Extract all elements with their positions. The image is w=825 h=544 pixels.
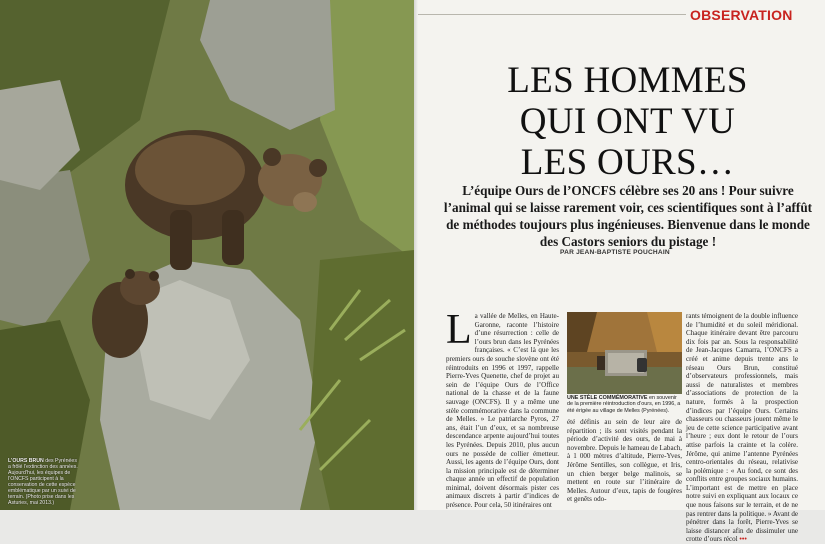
commemorative-stele	[567, 312, 682, 394]
body-column-1	[446, 307, 559, 510]
drop-cap: L	[446, 307, 472, 353]
stele-photo	[567, 312, 682, 394]
stele-caption-text: en souvenir de la première réintroduction d’ours, en 1996, a été érigée au village de Melles (Pyrénées).	[567, 395, 681, 414]
headline-line: LES HOMMES	[507, 60, 748, 101]
rubric-rule	[418, 14, 686, 15]
article-lede: L’équipe Ours de l’ONCFS célèbre ses 20 ans ! Pour suivre l’animal qui se laisse rarement voir, ces scientifiques sont à l’affût de méthodes toujours plus ingénieuses. Bienvenue dans le monde des Castors seniors du pistage !	[443, 183, 813, 249]
photo-caption-text: des Pyrénées a frôlé l’extinction des années. Aujourd’hui, les équipes de l’ONCFS participent à la conservation de cette espèce emblématique par un suivi de terrain. (Photo prise dans les Asturies, mai 2013.)	[8, 458, 78, 506]
stele-caption-lead: UNE STÈLE COMMÉMORATIVE	[567, 395, 648, 401]
body-text: a vallée de Melles, en Haute-Garonne, raconte l’histoire d’une résurrection : celle de l’ours brun dans les Pyrénées françaises. « C’est là que les premiers ours de souche slovène ont été réintroduits en 1996 et 1997, rappelle Pierre-Yves Quenette, chef de projet au sein de l’équipe Ours de l’Office national de la chasse et de la faune sauvage (ONCFS). Il y a même une stèle commémorative dans la commune de Melles. » Le patriarche Pyros, 27 ans, était l’un d’eux, et sa nombreuse descendance arpente aujourd’hui toutes les Pyrénées. Depuis 2010, plus aucun ours ne possède de collier émetteur. Aussi, les agents de l’équipe Ours, dont la mission principale est de déterminer chaque année un effectif de population minimal, doivent désormais pister ces animaux discrets à partir d’indices de présence. Pour cela, 50 itinéraires ont	[446, 312, 559, 510]
body-column-2: été définis au sein de leur aire de répartition ; ils sont visités pendant la période d’activité des ours, de mai à novembre. Depuis le hameau de Labach, à 1 000 mètres d’altitude, Pierre-Yves, Jérôme Sentilles, son collègue, et Iris, un chien berger belge malinois, se mettent en route sur l’itinéraire de Melles. Autour d’eux, tapis de fougères et genêts odo-	[567, 418, 682, 504]
article-headline	[430, 60, 825, 183]
bear-photo-illustration	[0, 0, 414, 510]
byline: PAR JEAN-BAPTISTE POUCHAIN	[560, 249, 670, 256]
headline-line: LES OURS…	[520, 142, 735, 183]
body-column-3	[686, 312, 798, 544]
section-rubric: OBSERVATION	[690, 7, 793, 23]
photo-caption-lead: L’OURS BRUN	[8, 458, 44, 464]
photo-caption	[8, 458, 80, 506]
bear-photo	[0, 0, 414, 510]
body-text: rants témoignent de la double influence de l’humidité et du soleil méridional. Chaque itinéraire devant être parcouru dix fois par an. Sous la responsabilité de Jean-Jacques Camarra, l’ONCFS a créé et anime depuis trente ans le réseau Ours Brun, constitué d’observateurs professionnels, mais aussi de naturalistes et membres d’associations de protection de la nature, formés à la prospection d’indices par l’équipe Ours. Certains chasseurs ou chasseurs jouent même le jeu de cette science participative avant l’heure ; eux dont le retour de l’ours attise parfois la crainte et la colère. Jérôme, qui anime l’antenne Pyrénées centro-orientales du réseau, relativise la polémique : « Au fond, ce sont des conflits entre groupes sociaux humains. L’important est de mettre en place notre suivi en expliquant aux locaux ce que nous faisons sur le terrain, et de ne pas rentrer dans la politique. » Avant de pénétrer dans la forêt, Pierre-Yves se laisse distancer afin de dissimuler une crotte d’ours récol	[686, 312, 798, 544]
end-mark: •••	[739, 535, 747, 544]
stele-caption	[567, 395, 684, 414]
headline-line: QUI ONT VU	[519, 101, 736, 142]
